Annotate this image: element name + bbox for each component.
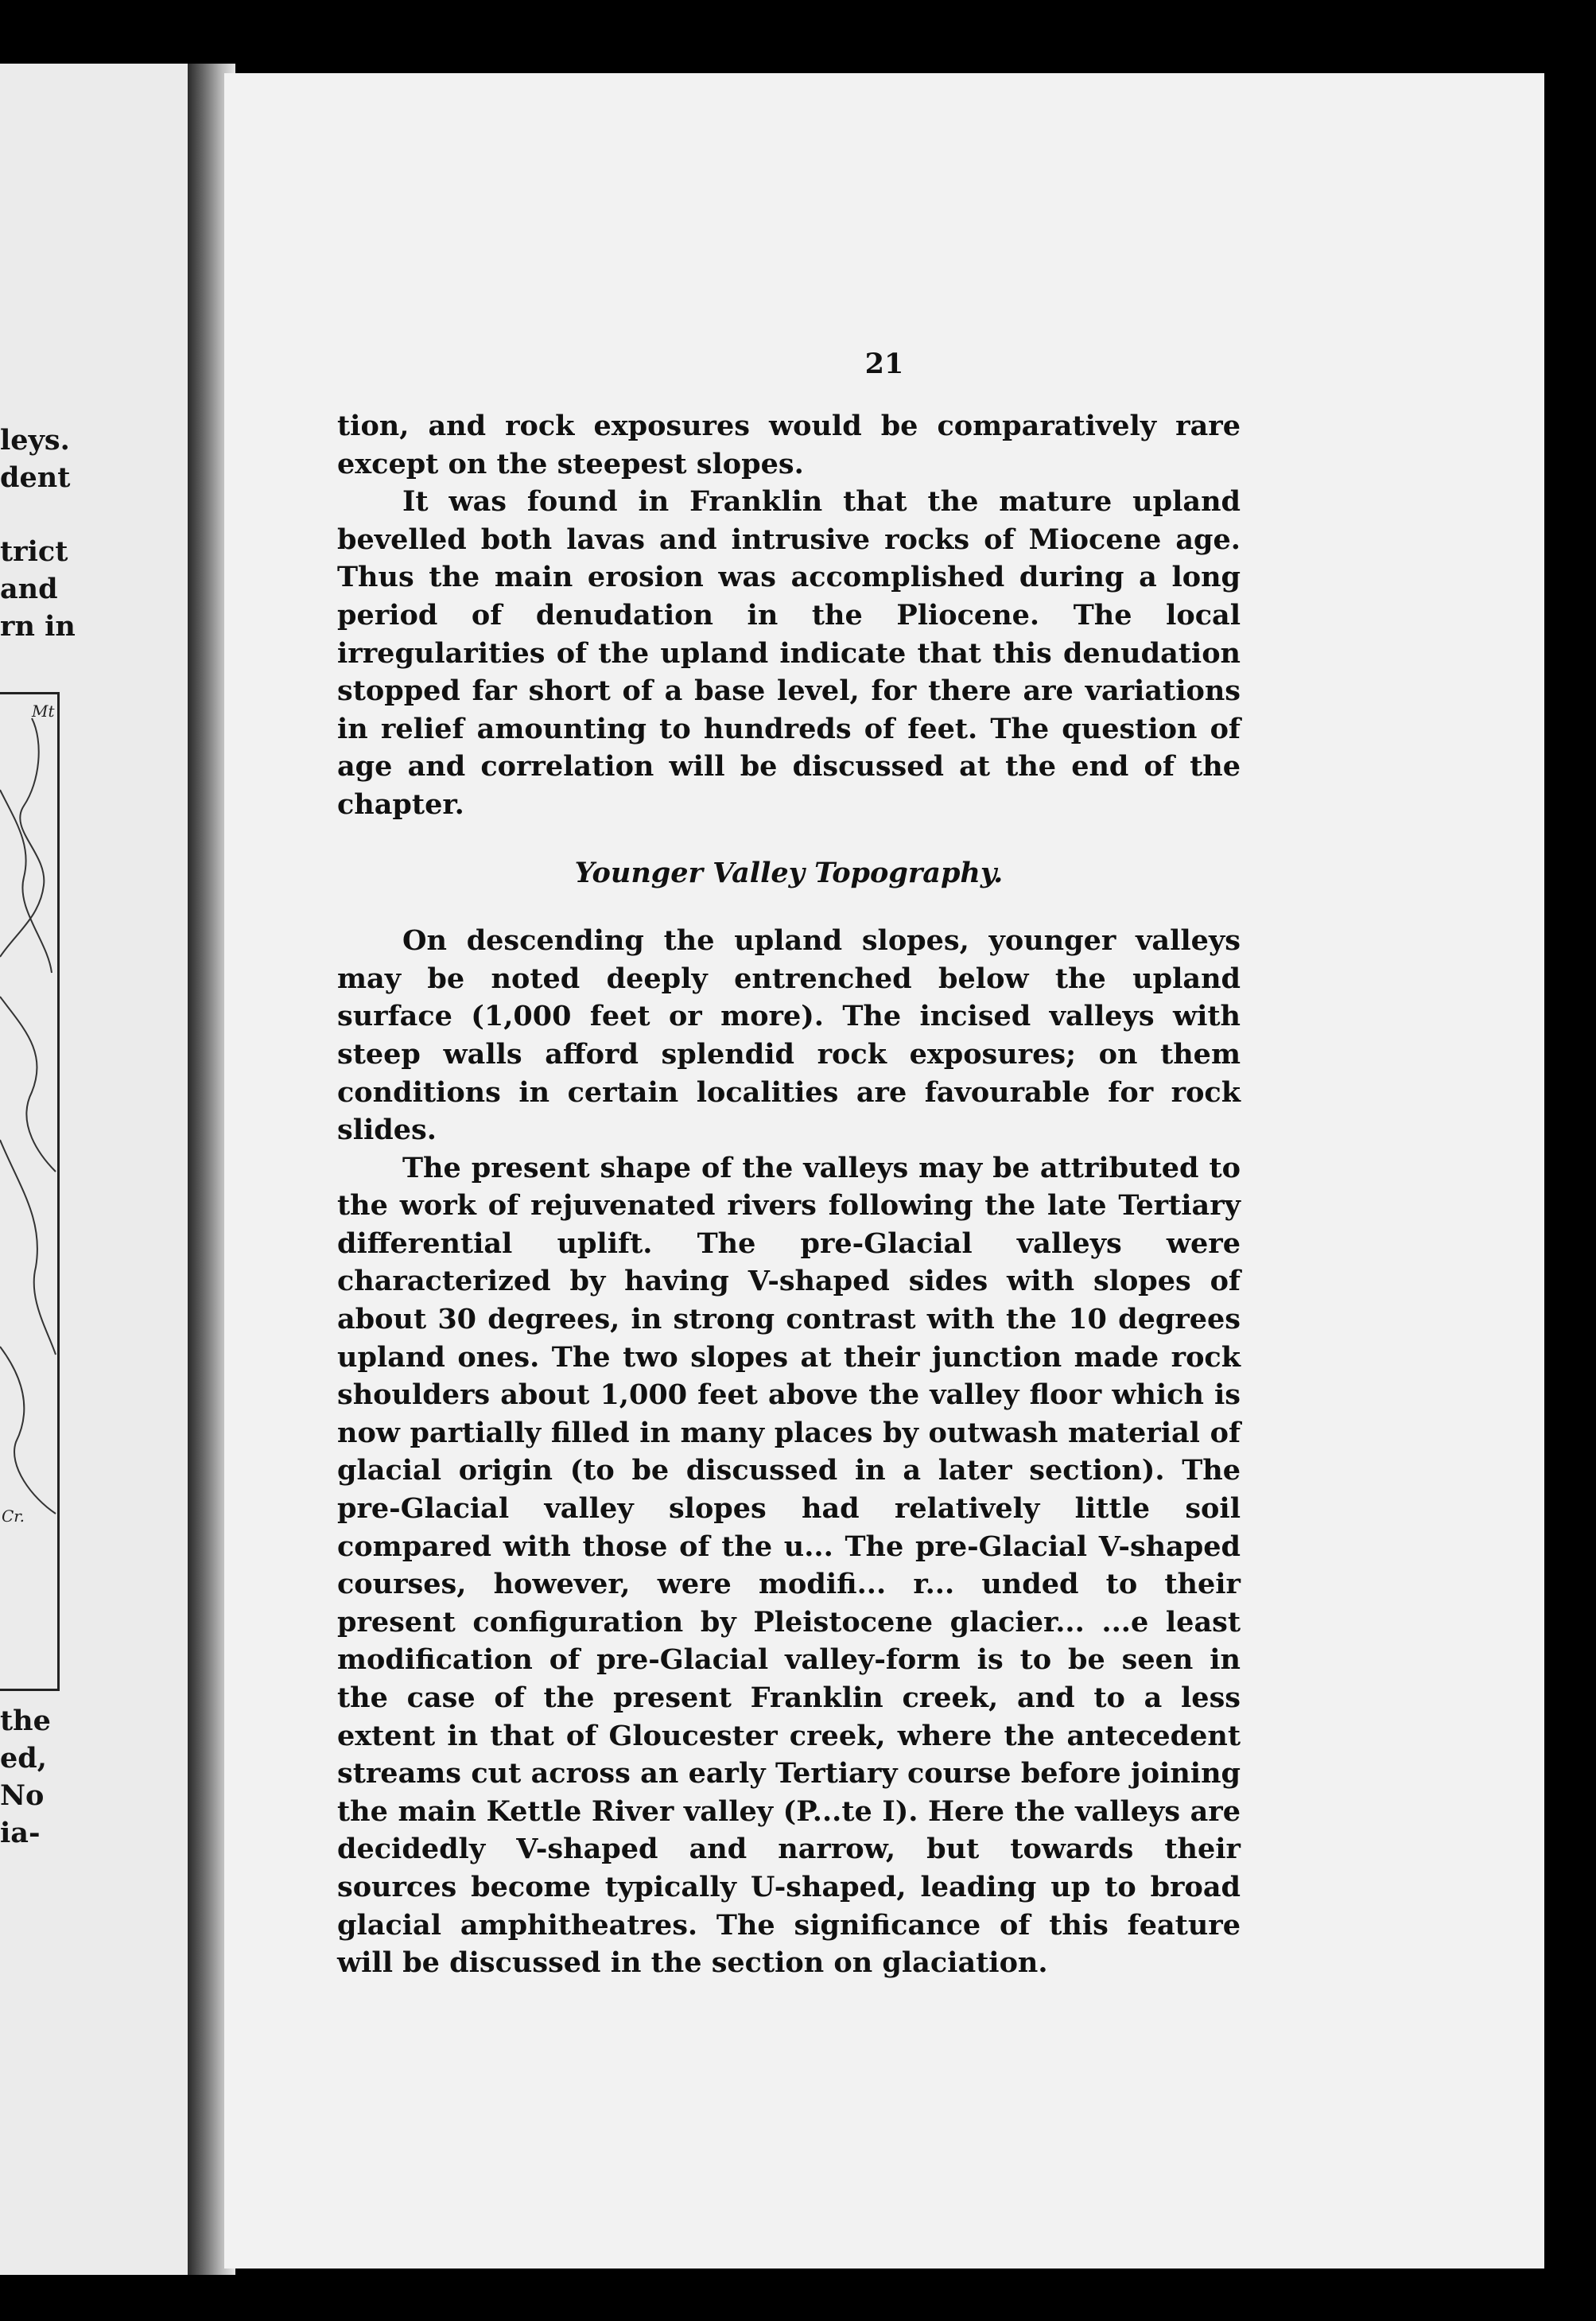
map-lines	[0, 694, 57, 1689]
left-text-fragment: leys.	[0, 424, 70, 457]
body-text	[337, 407, 1241, 1982]
left-text-fragment: No	[0, 1779, 45, 1812]
left-text-fragment: trict	[0, 535, 68, 568]
map-label: Cr.	[2, 1507, 25, 1526]
left-text-fragment: the	[0, 1705, 51, 1737]
left-text-fragment: ia-	[0, 1817, 41, 1849]
paragraph: tion, and rock exposures would be comparatively rare except on the steepest slopes.	[337, 410, 1241, 480]
left-text-fragment: dent	[0, 461, 71, 494]
paragraph: The present shape of the valleys may be attributed to the work of rejuvenated rivers following the late Tertiary differential uplift. The pre-Glacial valleys were characterized by having V-shaped sides with slopes of about 30 degrees, in strong contrast with the 10 degrees upland ones. The two slopes at their junction made rock shoulders about 1,000 feet above the valley floor which is now partially filled in many places by outwash material of glacial origin (to be discussed in a later section). The pre-Glacial valley slopes had relatively little soil compared with those of the u... The pre-Glacial V-shaped courses, however, were modifi... r... unded to their present configuration by Pleistocene glacier... ...e least modification of pre-Glacial valley-form is to be seen in the case of the present Franklin creek, and to a less extent in that of Gloucester creek, where the antecedent streams cut across an early Tertiary course before joining the main Kettle River valley (P...te I). Here the valleys are decidedly V-shaped and narrow, but towards their sources become typically U-shaped, leading up to broad glacial amphitheatres. The significance of this feature will be discussed in the section on glaciation.	[337, 1151, 1241, 1980]
left-text-fragment: ed,	[0, 1742, 47, 1775]
paragraph: It was found in Franklin that the mature upland bevelled both lavas and intrusive rocks of Miocene age. Thus the main erosion was accomplished during a long period of denudation in the Pliocene. The local irregularities of the upland indicate that this denudation stopped far short of a base level, for there are variations in relief amounting to hundreds of feet. The question of age and correlation will be discussed at the end of the chapter.	[337, 485, 1241, 821]
previous-page-fragment	[0, 64, 200, 2275]
left-text-fragment: rn in	[0, 610, 76, 643]
book-page	[224, 73, 1544, 2269]
map-fragment	[0, 692, 60, 1691]
page-number: 21	[864, 348, 904, 380]
left-text-fragment: and	[0, 573, 58, 605]
paragraph: On descending the upland slopes, younger valleys may be noted deeply entrenched below the upland surface (1,000 feet or more). The incised valleys with steep walls afford splendid rock exposures; on them conditions in certain localities are favourable for rock slides.	[337, 924, 1241, 1147]
map-label: Mt	[32, 702, 55, 721]
section-heading: Younger Valley Topography.	[574, 856, 1004, 889]
